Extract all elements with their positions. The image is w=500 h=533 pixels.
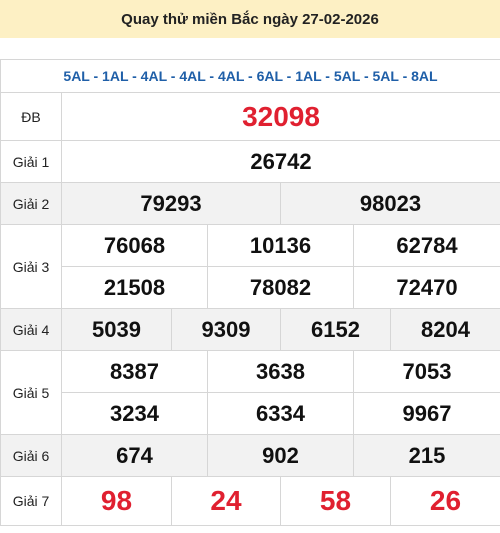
number-g1-1: 26742 — [62, 141, 500, 183]
prize-row-g3-a — [1, 225, 500, 267]
prize-label-g4: Giải 4 — [1, 309, 62, 351]
prize-label-g7: Giải 7 — [1, 477, 62, 526]
number-g2-2: 98023 — [281, 183, 500, 225]
number-g4-2: 9309 — [172, 309, 281, 351]
prize-label-db: ĐB — [1, 93, 62, 141]
prize-row-db — [1, 93, 500, 141]
prize-row-g4 — [1, 309, 500, 351]
page-header — [0, 0, 500, 38]
number-g5-5: 6334 — [208, 393, 354, 435]
number-g5-1: 8387 — [62, 351, 208, 393]
number-g7-2: 24 — [172, 477, 281, 526]
number-g3-5: 78082 — [208, 267, 354, 309]
codes-row — [1, 60, 500, 93]
number-g5-4: 3234 — [62, 393, 208, 435]
page-title: Quay thử miền Bắc ngày 27-02-2026 — [121, 10, 379, 28]
prize-label-g1: Giải 1 — [1, 141, 62, 183]
number-g3-3: 62784 — [354, 225, 500, 267]
number-g6-3: 215 — [354, 435, 500, 477]
number-g3-1: 76068 — [62, 225, 208, 267]
number-g7-4: 26 — [391, 477, 500, 526]
number-g6-1: 674 — [62, 435, 208, 477]
prize-row-g5-b — [1, 393, 500, 435]
number-g5-2: 3638 — [208, 351, 354, 393]
prize-label-g5: Giải 5 — [1, 351, 62, 435]
number-g2-1: 79293 — [62, 183, 281, 225]
number-g3-2: 10136 — [208, 225, 354, 267]
spacer — [0, 38, 500, 59]
prize-row-g2 — [1, 183, 500, 225]
number-g4-4: 8204 — [391, 309, 500, 351]
number-g5-6: 9967 — [354, 393, 500, 435]
prize-label-g3: Giải 3 — [1, 225, 62, 309]
number-g3-4: 21508 — [62, 267, 208, 309]
number-g3-6: 72470 — [354, 267, 500, 309]
number-g6-2: 902 — [208, 435, 354, 477]
prize-row-g5-a — [1, 351, 500, 393]
number-g7-1: 98 — [62, 477, 172, 526]
number-db-1: 32098 — [62, 93, 500, 141]
prize-codes: 5AL - 1AL - 4AL - 4AL - 4AL - 6AL - 1AL - 5AL - 5AL - 8AL — [1, 60, 500, 93]
number-g4-3: 6152 — [281, 309, 391, 351]
number-g4-1: 5039 — [62, 309, 172, 351]
prize-row-g1 — [1, 141, 500, 183]
results-table — [0, 59, 500, 526]
prize-label-g6: Giải 6 — [1, 435, 62, 477]
prize-row-g3-b — [1, 267, 500, 309]
prize-row-g7 — [1, 477, 500, 526]
number-g5-3: 7053 — [354, 351, 500, 393]
prize-label-g2: Giải 2 — [1, 183, 62, 225]
prize-row-g6 — [1, 435, 500, 477]
number-g7-3: 58 — [281, 477, 391, 526]
